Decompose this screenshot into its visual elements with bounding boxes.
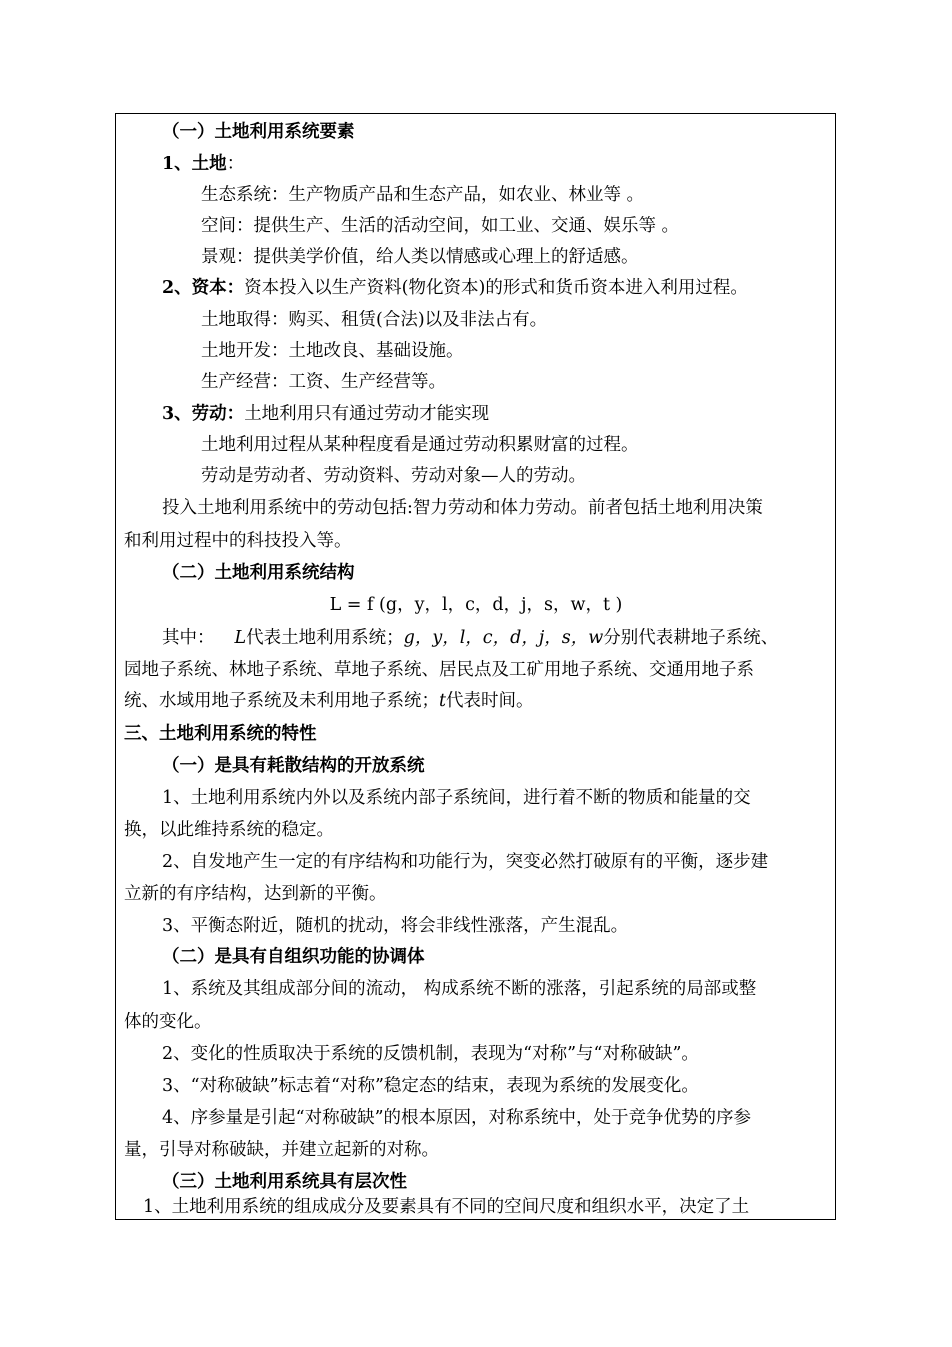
l-symbol: L	[234, 628, 247, 648]
capital-item-operate: 生产经营：工资、生产经营等。	[201, 372, 446, 392]
dissipative-p2-line2: 立新的有序结构，达到新的平衡。	[124, 884, 387, 904]
land-heading	[162, 153, 244, 175]
formula-explanation-line2: 园地子系统、林地子系统、草地子系统、居民点及工矿用地子系统、交通用地子系	[124, 660, 754, 680]
capital-desc: 资本投入以生产资料(物化资本)的形式和货币资本进入利用过程。	[244, 278, 748, 298]
labor-paragraph-line2: 和利用过程中的科技投入等。	[124, 531, 352, 551]
t-symbol: t	[439, 691, 447, 711]
capital-label: 2、资本：	[162, 278, 245, 298]
capital-line	[162, 277, 748, 299]
self-organizing-p1-line1: 1、系统及其组成部分间的流动， 构成系统不断的涨落，引起系统的局部或整	[162, 979, 757, 999]
dissipative-p1-line1: 1、土地利用系统内外以及系统内部子系统间，进行着不断的物质和能量的交	[162, 788, 751, 808]
chapter-heading-characteristics: 三、土地利用系统的特性	[124, 724, 317, 744]
labor-item-process: 土地利用过程从某种程度看是通过劳动积累财富的过程。	[201, 435, 639, 455]
section-heading-elements: （一）土地利用系统要素	[162, 122, 355, 142]
formula-explanation-line3	[124, 690, 534, 712]
land-item-ecosystem: 生态系统：生产物质产品和生态产品，如农业、林业等 。	[201, 185, 645, 205]
labor-label: 3、劳动：	[162, 404, 245, 424]
structure-formula: L = f (g，y，l，c，d，j，s，w，t )	[329, 595, 623, 615]
self-organizing-p2: 2、变化的性质取决于系统的反馈机制，表现为“对称”与“对称破缺”。	[162, 1044, 699, 1064]
subheading-self-organizing: （二）是具有自组织功能的协调体	[162, 947, 425, 967]
variable-list: g，y，l，c，d，j，s，w	[403, 628, 604, 648]
section-heading-structure: （二）土地利用系统结构	[162, 563, 355, 583]
l-text: 代表土地利用系统；	[246, 628, 404, 648]
labor-desc: 土地利用只有通过劳动才能实现	[244, 404, 490, 424]
t-text: 代表时间。	[446, 691, 534, 711]
land-item-landscape: 景观：提供美学价值，给人类以情感或心理上的舒适感。	[201, 247, 639, 267]
capital-item-acquire: 土地取得：购买、租赁(合法)以及非法占有。	[201, 310, 548, 330]
subheading-hierarchy: （三）土地利用系统具有层次性	[162, 1172, 407, 1192]
hierarchy-p1-line1: 1、土地利用系统的组成成分及要素具有不同的空间尺度和组织水平，决定了土	[143, 1197, 750, 1217]
formula-explanation-line1	[162, 627, 778, 649]
land-colon: ：	[226, 154, 245, 174]
self-organizing-p1-line2: 体的变化。	[124, 1012, 212, 1032]
where-prefix: 其中：	[162, 628, 215, 648]
line3-text: 统、水域用地子系统及未利用地子系统；	[124, 691, 439, 711]
dissipative-p3: 3、平衡态附近，随机的扰动，将会非线性涨落，产生混乱。	[162, 916, 629, 936]
self-organizing-p4-line2: 量，引导对称破缺，并建立起新的对称。	[124, 1140, 439, 1160]
labor-item-definition: 劳动是劳动者、劳动资料、劳动对象—人的劳动。	[201, 466, 586, 486]
capital-item-develop: 土地开发：土地改良、基础设施。	[201, 341, 464, 361]
land-label: 1、土地	[162, 154, 227, 174]
subheading-dissipative: （一）是具有耗散结构的开放系统	[162, 756, 425, 776]
dissipative-p2-line1: 2、自发地产生一定的有序结构和功能行为，突变必然打破原有的平衡，逐步建	[162, 852, 769, 872]
variable-text: 分别代表耕地子系统、	[603, 628, 779, 648]
labor-line	[162, 403, 489, 425]
self-organizing-p3: 3、“对称破缺”标志着“对称”稳定态的结束，表现为系统的发展变化。	[162, 1076, 699, 1096]
dissipative-p1-line2: 换，以此维持系统的稳定。	[124, 820, 334, 840]
land-item-space: 空间：提供生产、生活的活动空间，如工业、交通、娱乐等 。	[201, 216, 680, 236]
labor-paragraph-line1: 投入土地利用系统中的劳动包括:智力劳动和体力劳动。前者包括土地利用决策	[162, 498, 763, 518]
self-organizing-p4-line1: 4、序参量是引起“对称破缺”的根本原因，对称系统中，处于竞争优势的序参	[162, 1108, 752, 1128]
